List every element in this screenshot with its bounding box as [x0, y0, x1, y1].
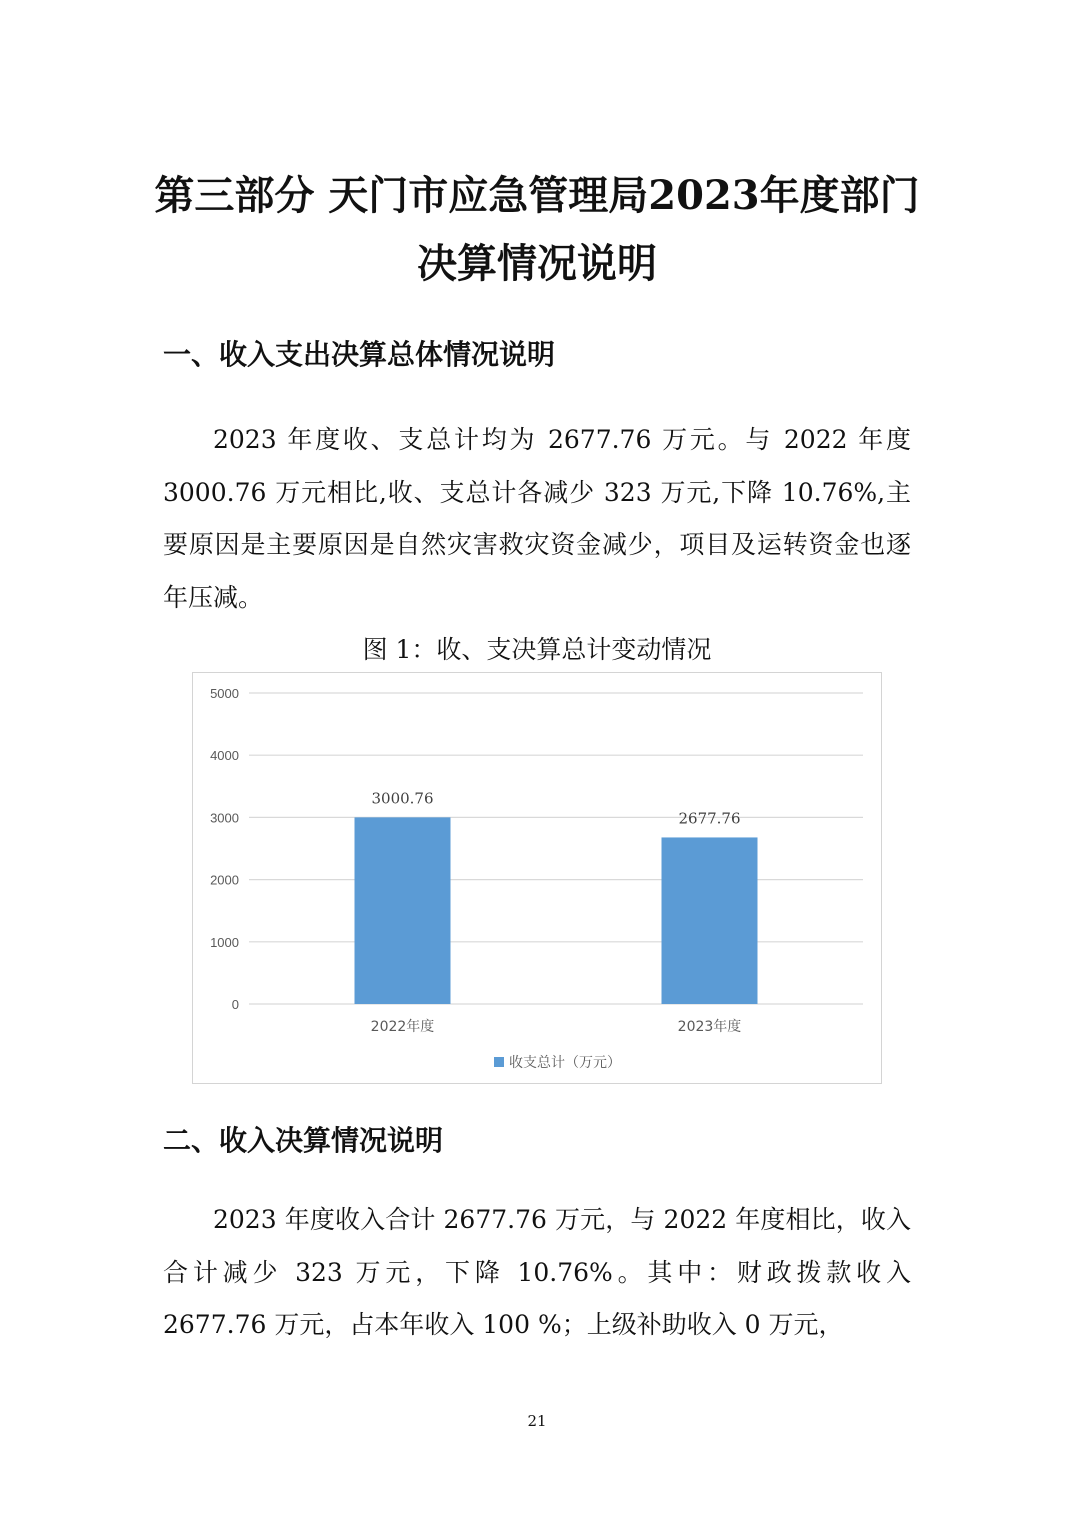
y-tick-label: 2000 — [210, 872, 239, 888]
y-tick-label: 3000 — [210, 810, 239, 826]
legend-label: 收支总计（万元） — [509, 1055, 621, 1071]
bar — [662, 837, 758, 1004]
section-2-paragraph — [163, 1194, 911, 1352]
page-number: 21 — [527, 1412, 547, 1430]
x-tick-label: 2023年度 — [677, 1019, 742, 1035]
page-title-line-1: 第三部分 天门市应急管理局2023年度部门 — [154, 172, 920, 219]
section-1-paragraph-text: 2023 年度收、支总计均为 2677.76 万元。与 2022 年度 3000.76 万元相比,收、支总计各减少 323 万元,下降 10.76%,主要原因是主要原因是自然灾害救灾资金减少，项目及运转资金也逐年压减。 — [163, 425, 911, 612]
y-tick-label: 4000 — [210, 748, 239, 764]
x-tick-label: 2022年度 — [370, 1019, 435, 1035]
legend-swatch — [494, 1057, 504, 1067]
bar-chart-svg — [193, 673, 883, 1085]
y-tick-label: 0 — [231, 997, 239, 1012]
bar — [355, 817, 451, 1004]
section-1-paragraph — [163, 414, 911, 624]
data-label: 2677.76 — [678, 809, 741, 828]
figure-1-caption: 图 1：收、支决算总计变动情况 — [362, 635, 712, 664]
section-1-heading: 一、收入支出决算总体情况说明 — [163, 338, 556, 371]
y-tick-label: 5000 — [210, 686, 239, 701]
section-2-paragraph-text: 2023 年度收入合计 2677.76 万元，与 2022 年度相比，收入合计减少 323 万元，下降 10.76%。其中：财政拨款收入 2677.76 万元，占本年收入 100 %；上级补助收入 0 万元， — [163, 1205, 911, 1339]
section-2-heading: 二、收入决算情况说明 — [163, 1124, 444, 1157]
data-label: 3000.76 — [371, 789, 434, 808]
bar-chart — [192, 672, 882, 1084]
y-tick-label: 1000 — [210, 934, 239, 950]
page-title-line-2: 决算情况说明 — [417, 240, 657, 287]
